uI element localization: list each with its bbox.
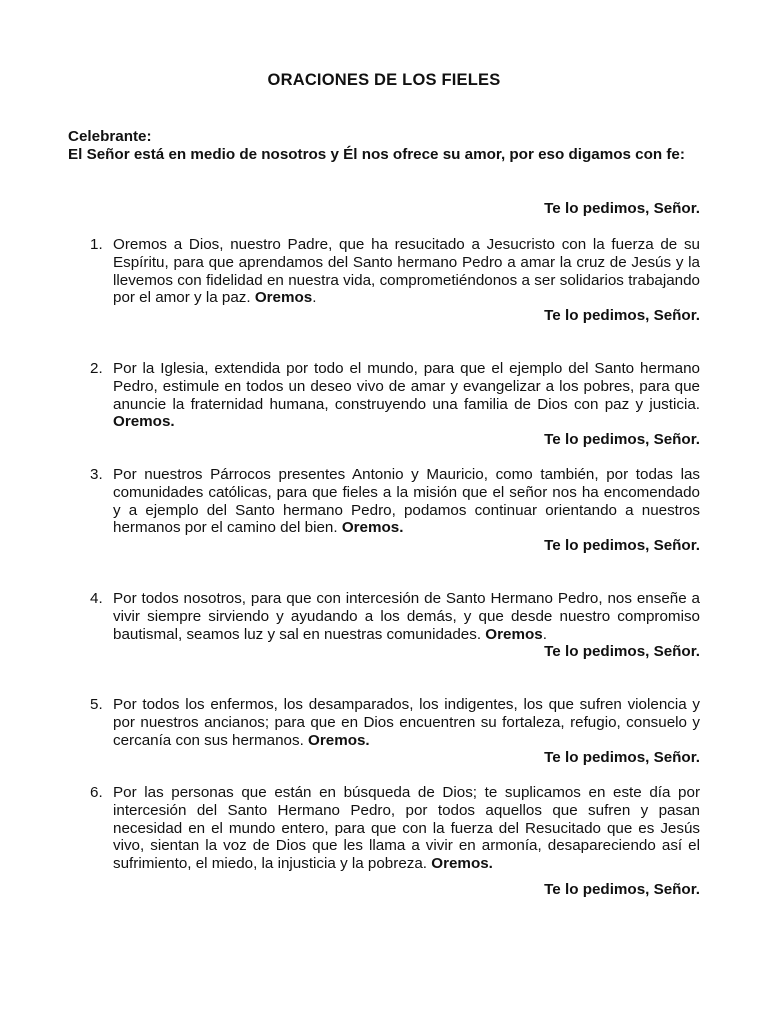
prayer-text: Por todos los enfermos, los desamparados, los indigentes, los que sufren violencia y por nuestros ancianos; para que en Dios encuentren su fortaleza, refugio, consuelo y cercanía con sus hermanos. [113,696,700,749]
prayer-body [113,236,700,325]
prayer-item-4 [68,590,700,661]
prayer-text: Por la Iglesia, extendida por todo el mundo, para que el ejemplo del Santo hermano Pedro, estimule en todos un deseo vivo de amar y evangelizar a los pobres, para que anuncie la fraternidad humana, construyendo una familia de Dios con paz y justicia. [113,360,700,413]
prayer-closing: Oremos. [431,855,493,873]
celebrant-intro [68,128,700,164]
prayer-response: Te lo pedimos, Señor. [544,431,700,449]
prayer-number: 3. [90,466,103,483]
prayer-item-5 [68,696,700,767]
prayer-number: 2. [90,360,103,377]
prayer-text: Por las personas que están en búsqueda de Dios; te suplicamos en este día por intercesión del Santo Hermano Pedro, por todos aquellos que sufren y pasan necesidad en el mundo entero, para que con la fuerza del Resucitado que es Jesús vivo, sientan la voz de Dios que les llama a vivir en armonía, desapareciendo así el sufrimiento, el miedo, la injusticia y la pobreza. [113,784,700,873]
page-title: ORACIONES DE LOS FIELES [267,71,501,89]
prayer-closing-punct: . [542,625,547,643]
prayer-response: Te lo pedimos, Señor. [544,749,700,767]
prayer-text: Oremos a Dios, nuestro Padre, que ha resucitado a Jesucristo con la fuerza de su Espíritu, para que aprendamos del Santo hermano Pedro a amar la cruz de Jesús y la llevemos con fidelidad en nuestra vida, comprometiéndonos a ser solidarios trabajando por el amor y la paz. [113,236,700,307]
prayer-item-3 [68,466,700,555]
prayer-closing: Oremos. [113,413,175,431]
prayer-item-6 [68,784,700,899]
prayer-body [113,360,700,449]
intro-response: Te lo pedimos, Señor. [544,200,700,217]
prayer-closing: Oremos. [308,731,370,749]
prayer-body [113,466,700,555]
prayer-number: 1. [90,236,103,253]
prayer-body [113,590,700,661]
prayer-item-1 [68,236,700,325]
prayer-closing: Oremos. [341,519,404,537]
celebrant-text: El Señor está en medio de nosotros y Él nos ofrece su amor, por eso digamos con fe: [68,145,685,163]
prayer-response: Te lo pedimos, Señor. [544,880,700,898]
prayer-text: Por todos nosotros, para que con intercesión de Santo Hermano Pedro, nos enseñe a vivir siempre sirviendo y ayudando a los demás, y que desde nuestro compromiso bautismal, seamos luz y sal en nuestras comunidades. [113,590,700,643]
prayer-text: Por nuestros Párrocos presentes Antonio y Mauricio, como también, por todas las comunidades católicas, para que fieles a la misión que el señor nos ha encomendado y a ejemplo del Santo hermano Pedro, podamos continuar orientando a nuestros hermanos por el camino del bien. [113,466,700,537]
prayer-body [113,696,700,767]
prayer-number: 5. [90,696,103,713]
prayer-closing: Oremos [485,625,543,643]
prayer-response: Te lo pedimos, Señor. [544,643,700,661]
prayer-body [113,784,700,899]
prayer-response: Te lo pedimos, Señor. [544,307,700,325]
prayer-item-2 [68,360,700,449]
prayer-number: 4. [90,590,103,607]
prayer-closing: Oremos [254,289,313,307]
prayer-number: 6. [90,784,103,801]
prayer-response: Te lo pedimos, Señor. [544,537,700,555]
celebrant-label: Celebrante: [68,128,152,145]
prayer-closing-punct: . [312,289,317,307]
